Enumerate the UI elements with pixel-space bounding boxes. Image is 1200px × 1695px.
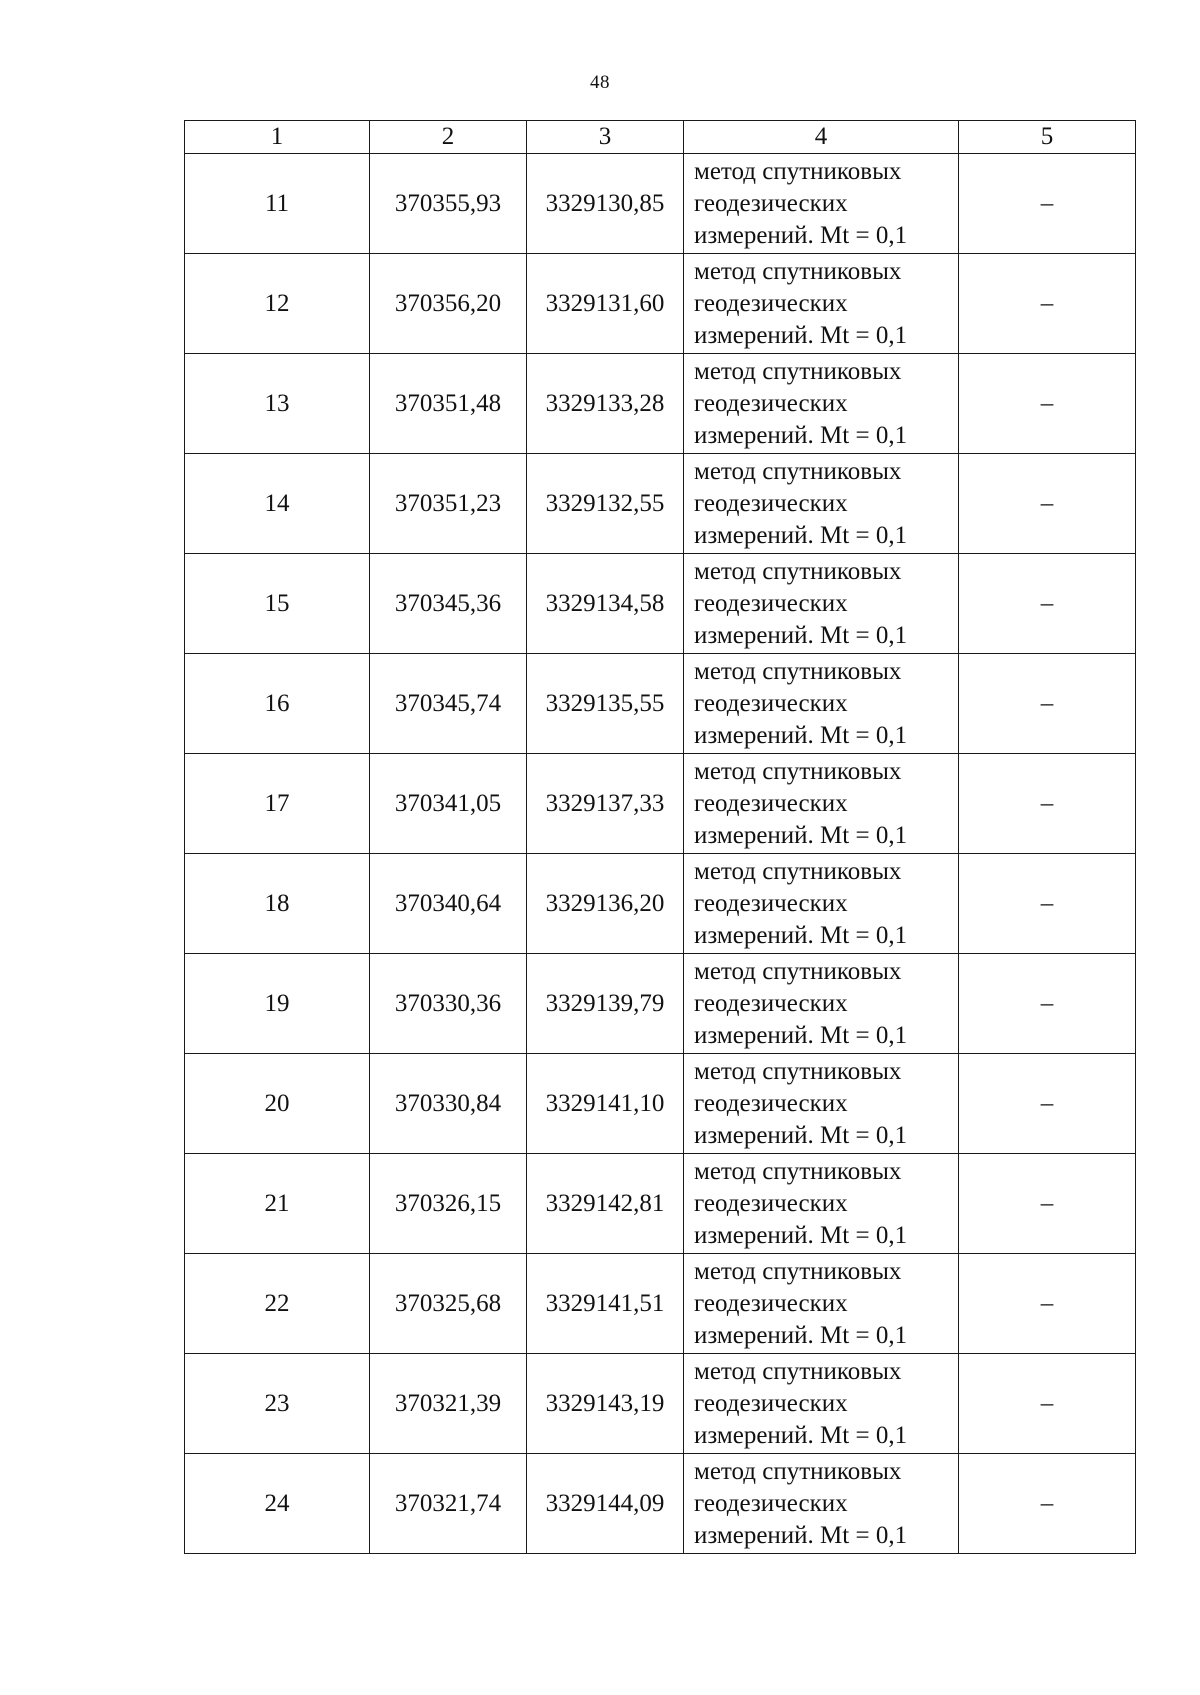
method-text-line: измерений. Mt = 0,1 <box>694 521 908 549</box>
method-text-line: геодезических <box>694 1089 848 1117</box>
method-text-line: измерений. Mt = 0,1 <box>694 1121 908 1149</box>
method-cell <box>684 554 959 654</box>
table-row <box>185 954 1136 1054</box>
x-coordinate-cell: 370330,84 <box>370 1054 527 1154</box>
table-row <box>185 1454 1136 1554</box>
note-cell: – <box>959 1354 1136 1454</box>
method-cell <box>684 854 959 954</box>
table-row <box>185 1354 1136 1454</box>
method-text-line: геодезических <box>694 889 848 917</box>
point-number-cell: 15 <box>185 554 370 654</box>
method-cell <box>684 154 959 254</box>
x-coordinate-cell: 370325,68 <box>370 1254 527 1354</box>
method-text-line: метод спутниковых <box>694 1057 902 1085</box>
method-text-line: измерений. Mt = 0,1 <box>694 1521 908 1549</box>
method-text-line: метод спутниковых <box>694 1257 902 1285</box>
note-cell: – <box>959 1254 1136 1354</box>
y-coordinate-cell: 3329132,55 <box>527 454 684 554</box>
method-cell <box>684 1454 959 1554</box>
point-number-cell: 19 <box>185 954 370 1054</box>
point-number-cell: 14 <box>185 454 370 554</box>
method-text-line: метод спутниковых <box>694 557 902 585</box>
method-text-line: измерений. Mt = 0,1 <box>694 621 908 649</box>
method-text-line: геодезических <box>694 989 848 1017</box>
y-coordinate-cell: 3329143,19 <box>527 1354 684 1454</box>
point-number-cell: 18 <box>185 854 370 954</box>
method-cell <box>684 1254 959 1354</box>
point-number-cell: 11 <box>185 154 370 254</box>
method-text-line: геодезических <box>694 589 848 617</box>
method-text-line: метод спутниковых <box>694 1457 902 1485</box>
note-cell: – <box>959 754 1136 854</box>
method-text-line: геодезических <box>694 389 848 417</box>
table-row <box>185 1054 1136 1154</box>
x-coordinate-cell: 370326,15 <box>370 1154 527 1254</box>
method-text-line: измерений. Mt = 0,1 <box>694 1421 908 1449</box>
y-coordinate-cell: 3329142,81 <box>527 1154 684 1254</box>
method-cell <box>684 654 959 754</box>
method-text-line: измерений. Mt = 0,1 <box>694 921 908 949</box>
y-coordinate-cell: 3329144,09 <box>527 1454 684 1554</box>
method-text-line: метод спутниковых <box>694 457 902 485</box>
x-coordinate-cell: 370345,36 <box>370 554 527 654</box>
x-coordinate-cell: 370330,36 <box>370 954 527 1054</box>
table-row <box>185 754 1136 854</box>
header-col-5: 5 <box>959 121 1136 154</box>
table-row <box>185 1254 1136 1354</box>
y-coordinate-cell: 3329141,51 <box>527 1254 684 1354</box>
note-cell: – <box>959 354 1136 454</box>
method-cell <box>684 254 959 354</box>
method-text-line: геодезических <box>694 189 848 217</box>
method-text-line: измерений. Mt = 0,1 <box>694 321 908 349</box>
x-coordinate-cell: 370321,39 <box>370 1354 527 1454</box>
method-cell <box>684 754 959 854</box>
method-text-line: измерений. Mt = 0,1 <box>694 1321 908 1349</box>
y-coordinate-cell: 3329133,28 <box>527 354 684 454</box>
method-text-line: метод спутниковых <box>694 357 902 385</box>
note-cell: – <box>959 854 1136 954</box>
table-row <box>185 154 1136 254</box>
point-number-cell: 22 <box>185 1254 370 1354</box>
point-number-cell: 13 <box>185 354 370 454</box>
method-cell <box>684 354 959 454</box>
table-row <box>185 454 1136 554</box>
method-cell <box>684 1354 959 1454</box>
y-coordinate-cell: 3329136,20 <box>527 854 684 954</box>
x-coordinate-cell: 370341,05 <box>370 754 527 854</box>
method-text-line: геодезических <box>694 1189 848 1217</box>
method-text-line: измерений. Mt = 0,1 <box>694 1021 908 1049</box>
note-cell: – <box>959 654 1136 754</box>
method-text-line: метод спутниковых <box>694 857 902 885</box>
method-text-line: измерений. Mt = 0,1 <box>694 421 908 449</box>
x-coordinate-cell: 370351,48 <box>370 354 527 454</box>
point-number-cell: 23 <box>185 1354 370 1454</box>
point-number-cell: 24 <box>185 1454 370 1554</box>
coordinates-table <box>184 120 1136 1554</box>
method-text-line: измерений. Mt = 0,1 <box>694 1221 908 1249</box>
x-coordinate-cell: 370355,93 <box>370 154 527 254</box>
point-number-cell: 20 <box>185 1054 370 1154</box>
method-text-line: измерений. Mt = 0,1 <box>694 821 908 849</box>
table-row <box>185 554 1136 654</box>
header-col-1: 1 <box>185 121 370 154</box>
note-cell: – <box>959 1154 1136 1254</box>
method-text-line: геодезических <box>694 789 848 817</box>
method-text-line: метод спутниковых <box>694 157 902 185</box>
header-col-3: 3 <box>527 121 684 154</box>
note-cell: – <box>959 1454 1136 1554</box>
y-coordinate-cell: 3329130,85 <box>527 154 684 254</box>
table-row <box>185 1154 1136 1254</box>
method-text-line: геодезических <box>694 1489 848 1517</box>
table-row <box>185 254 1136 354</box>
note-cell: – <box>959 954 1136 1054</box>
method-text-line: метод спутниковых <box>694 757 902 785</box>
method-text-line: геодезических <box>694 489 848 517</box>
y-coordinate-cell: 3329135,55 <box>527 654 684 754</box>
table-header-row <box>185 121 1136 154</box>
method-cell <box>684 954 959 1054</box>
x-coordinate-cell: 370340,64 <box>370 854 527 954</box>
method-text-line: метод спутниковых <box>694 1357 902 1385</box>
method-text-line: метод спутниковых <box>694 1157 902 1185</box>
note-cell: – <box>959 454 1136 554</box>
x-coordinate-cell: 370351,23 <box>370 454 527 554</box>
x-coordinate-cell: 370321,74 <box>370 1454 527 1554</box>
method-text-line: метод спутниковых <box>694 257 902 285</box>
method-cell <box>684 1154 959 1254</box>
y-coordinate-cell: 3329139,79 <box>527 954 684 1054</box>
table-row <box>185 354 1136 454</box>
note-cell: – <box>959 154 1136 254</box>
y-coordinate-cell: 3329137,33 <box>527 754 684 854</box>
method-text-line: измерений. Mt = 0,1 <box>694 221 908 249</box>
point-number-cell: 17 <box>185 754 370 854</box>
note-cell: – <box>959 254 1136 354</box>
table-row <box>185 654 1136 754</box>
point-number-cell: 16 <box>185 654 370 754</box>
x-coordinate-cell: 370345,74 <box>370 654 527 754</box>
note-cell: – <box>959 554 1136 654</box>
method-cell <box>684 1054 959 1154</box>
note-cell: – <box>959 1054 1136 1154</box>
point-number-cell: 21 <box>185 1154 370 1254</box>
method-cell <box>684 454 959 554</box>
method-text-line: метод спутниковых <box>694 657 902 685</box>
y-coordinate-cell: 3329141,10 <box>527 1054 684 1154</box>
y-coordinate-cell: 3329134,58 <box>527 554 684 654</box>
page-number: 48 <box>590 72 610 93</box>
table-body <box>185 154 1136 1554</box>
method-text-line: геодезических <box>694 289 848 317</box>
method-text-line: метод спутниковых <box>694 957 902 985</box>
method-text-line: геодезических <box>694 1389 848 1417</box>
header-col-2: 2 <box>370 121 527 154</box>
method-text-line: геодезических <box>694 1289 848 1317</box>
table-row <box>185 854 1136 954</box>
method-text-line: геодезических <box>694 689 848 717</box>
point-number-cell: 12 <box>185 254 370 354</box>
method-text-line: измерений. Mt = 0,1 <box>694 721 908 749</box>
y-coordinate-cell: 3329131,60 <box>527 254 684 354</box>
header-col-4: 4 <box>684 121 959 154</box>
x-coordinate-cell: 370356,20 <box>370 254 527 354</box>
